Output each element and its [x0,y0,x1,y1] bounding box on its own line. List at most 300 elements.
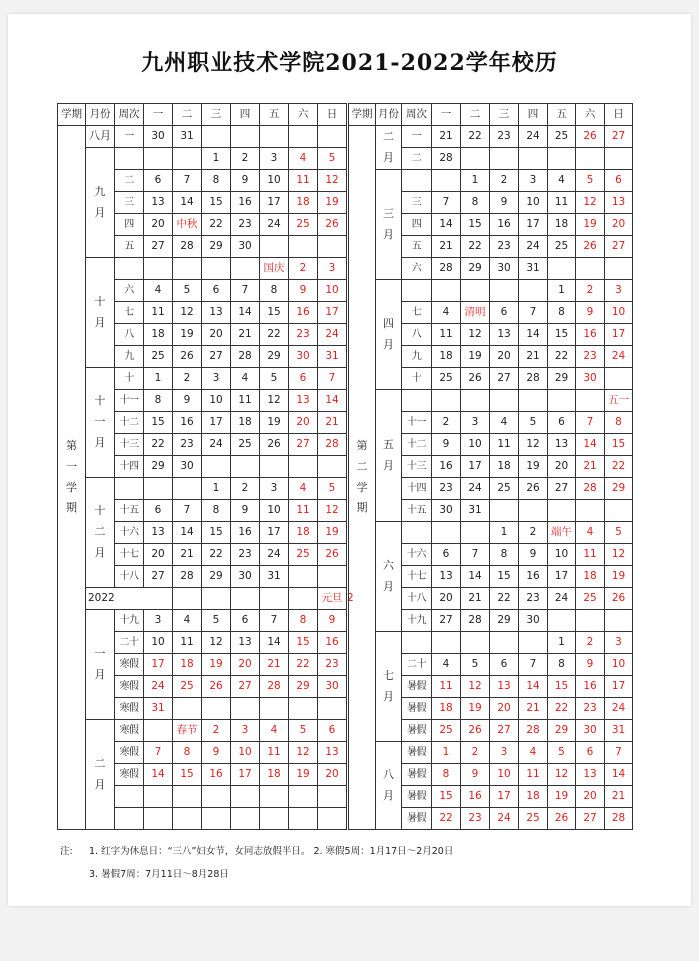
day-cell: 25 [576,588,605,610]
week-number: 十二 [115,412,144,434]
day-cell: 4 [231,368,260,390]
day-cell: 五一 [605,390,633,412]
day-cell: 12 [289,742,318,764]
day-cell: 16 [490,214,519,236]
day-cell: 25 [432,720,461,742]
day-cell: 15 [432,786,461,808]
week-number: 十六 [115,522,144,544]
day-cell [289,698,318,720]
day-cell: 10 [461,434,490,456]
week-number: 十一 [115,390,144,412]
day-cell: 31 [318,346,347,368]
day-cell: 17 [231,764,260,786]
day-cell: 12 [461,324,490,346]
day-cell: 18 [432,698,461,720]
day-cell: 28 [173,236,202,258]
day-cell: 15 [461,214,490,236]
day-cell: 2 [432,412,461,434]
day-cell: 27 [548,478,576,500]
day-cell: 7 [144,742,173,764]
day-cell: 17 [260,192,289,214]
day-cell [260,456,289,478]
day-cell: 18 [432,346,461,368]
day-cell: 5 [461,654,490,676]
day-cell [519,632,548,654]
day-cell: 3 [144,610,173,632]
day-cell: 22 [461,126,490,148]
month-label: 四 月 [376,280,402,390]
day-cell [289,808,318,830]
day-cell [318,786,347,808]
day-cell: 10 [490,764,519,786]
day-cell: 6 [490,302,519,324]
day-cell: 8 [432,764,461,786]
day-cell: 16 [576,324,605,346]
week-number [115,478,144,500]
month-label: 六 月 [376,522,402,632]
week-number: 十 [115,368,144,390]
day-cell: 31 [144,698,173,720]
header-cell: 一 [144,104,173,126]
week-row [58,610,347,632]
day-cell: 23 [231,544,260,566]
day-cell: 25 [289,544,318,566]
day-cell [173,808,202,830]
day-cell [519,390,548,412]
day-cell: 15 [173,764,202,786]
day-cell: 2 [461,742,490,764]
week-number: 十 [402,368,432,390]
day-cell [432,170,461,192]
day-cell: 22 [202,544,231,566]
day-cell: 13 [144,522,173,544]
day-cell: 2 [519,522,548,544]
day-cell: 29 [260,346,289,368]
week-number: 四 [402,214,432,236]
day-cell [432,280,461,302]
day-cell: 9 [202,742,231,764]
day-cell: 23 [432,478,461,500]
day-cell: 27 [144,236,173,258]
day-cell: 22 [490,588,519,610]
week-number: 十四 [402,478,432,500]
day-cell [490,390,519,412]
day-cell: 16 [289,302,318,324]
day-cell: 27 [605,126,633,148]
day-cell [173,258,202,280]
day-cell: 30 [144,126,173,148]
day-cell: 4 [519,742,548,764]
week-number: 暑假 [402,786,432,808]
day-cell: 25 [548,236,576,258]
day-cell [548,258,576,280]
day-cell [202,456,231,478]
week-number: 三 [402,192,432,214]
day-cell: 12 [260,390,289,412]
day-cell: 1 [461,170,490,192]
day-cell: 30 [318,676,347,698]
day-cell: 24 [605,698,633,720]
week-number: 暑假 [402,742,432,764]
month-label: 七 月 [376,632,402,742]
week-number: 寒假 [115,676,144,698]
day-cell: 元旦 [318,588,347,610]
day-cell [576,148,605,170]
day-cell: 7 [605,742,633,764]
day-cell: 9 [576,302,605,324]
day-cell: 5 [576,170,605,192]
day-cell: 18 [289,522,318,544]
day-cell: 6 [231,610,260,632]
day-cell: 23 [318,654,347,676]
week-number: 暑假 [402,698,432,720]
day-cell: 1 [548,280,576,302]
day-cell: 27 [576,808,605,830]
day-cell: 27 [490,368,519,390]
day-cell [260,698,289,720]
day-cell: 28 [432,258,461,280]
day-cell: 6 [202,280,231,302]
header-cell: 四 [231,104,260,126]
week-row [349,170,633,192]
day-cell: 20 [548,456,576,478]
day-cell [173,786,202,808]
day-cell: 14 [519,676,548,698]
day-cell: 6 [289,368,318,390]
day-cell: 10 [202,390,231,412]
week-number: 十四 [115,456,144,478]
day-cell: 26 [318,544,347,566]
week-number: 暑假 [402,676,432,698]
week-number: 十一 [402,412,432,434]
day-cell: 11 [490,434,519,456]
day-cell: 25 [144,346,173,368]
day-cell: 22 [461,236,490,258]
day-cell: 1 [202,478,231,500]
day-cell: 3 [461,412,490,434]
day-cell: 30 [576,368,605,390]
day-cell: 19 [605,566,633,588]
day-cell: 29 [202,236,231,258]
day-cell: 3 [260,148,289,170]
day-cell: 7 [173,170,202,192]
month-label: 五 月 [376,390,402,522]
day-cell: 24 [519,236,548,258]
day-cell [289,786,318,808]
day-cell: 28 [519,720,548,742]
day-cell: 3 [519,170,548,192]
header-cell: 五 [548,104,576,126]
day-cell: 21 [260,654,289,676]
day-cell: 23 [231,214,260,236]
day-cell: 11 [173,632,202,654]
day-cell: 27 [490,720,519,742]
day-cell: 6 [432,544,461,566]
day-cell [173,478,202,500]
day-cell: 17 [490,786,519,808]
week-number: 一 [402,126,432,148]
day-cell: 20 [144,214,173,236]
day-cell: 13 [490,324,519,346]
day-cell: 13 [231,632,260,654]
week-number: 五 [115,236,144,258]
day-cell: 26 [461,720,490,742]
day-cell: 11 [576,544,605,566]
day-cell: 8 [144,390,173,412]
day-cell: 15 [490,566,519,588]
day-cell: 15 [548,676,576,698]
day-cell [260,786,289,808]
day-cell [144,258,173,280]
day-cell [605,368,633,390]
header-cell: 二 [461,104,490,126]
day-cell [548,148,576,170]
day-cell: 1 [432,742,461,764]
day-cell: 19 [461,698,490,720]
day-cell: 17 [548,566,576,588]
week-number: 八 [115,324,144,346]
day-cell: 20 [432,588,461,610]
day-cell: 19 [289,764,318,786]
day-cell [318,808,347,830]
header-cell: 周次 [115,104,144,126]
semester-label: 第 二 学 期 [349,126,376,830]
day-cell: 21 [519,346,548,368]
day-cell: 29 [548,368,576,390]
day-cell: 20 [144,544,173,566]
day-cell: 29 [548,720,576,742]
day-cell: 13 [289,390,318,412]
week-number: 寒假 [115,654,144,676]
day-cell: 27 [144,566,173,588]
day-cell: 4 [289,148,318,170]
week-number: 十八 [402,588,432,610]
day-cell: 18 [576,566,605,588]
header-cell: 日 [605,104,633,126]
day-cell: 13 [202,302,231,324]
day-cell: 11 [289,500,318,522]
day-cell: 8 [260,280,289,302]
day-cell: 1 [548,632,576,654]
day-cell: 10 [318,280,347,302]
day-cell [461,148,490,170]
day-cell: 23 [519,588,548,610]
day-cell: 25 [548,126,576,148]
day-cell: 13 [490,676,519,698]
week-number: 八 [402,324,432,346]
day-cell [461,280,490,302]
day-cell: 2 [490,170,519,192]
day-cell [231,258,260,280]
day-cell [490,280,519,302]
day-cell [461,390,490,412]
month-label: 八月 [86,126,115,148]
day-cell: 9 [231,170,260,192]
day-cell: 10 [519,192,548,214]
week-number: 十六 [402,544,432,566]
day-cell: 14 [576,434,605,456]
day-cell: 14 [461,566,490,588]
day-cell [289,588,318,610]
week-number: 三 [115,192,144,214]
day-cell: 28 [519,368,548,390]
semester-label: 第 一 学 期 [58,126,86,830]
week-number: 七 [115,302,144,324]
day-cell: 20 [202,324,231,346]
day-cell: 4 [144,280,173,302]
day-cell: 16 [173,412,202,434]
day-cell: 22 [548,698,576,720]
header-cell: 四 [519,104,548,126]
day-cell: 中秋 [173,214,202,236]
day-cell: 26 [548,808,576,830]
header-cell: 一 [432,104,461,126]
day-cell: 14 [144,764,173,786]
day-cell: 17 [519,214,548,236]
day-cell: 8 [490,544,519,566]
day-cell: 8 [202,500,231,522]
day-cell: 10 [260,170,289,192]
day-cell: 15 [144,412,173,434]
day-cell: 28 [432,148,461,170]
week-number: 二 [115,170,144,192]
day-cell: 26 [173,346,202,368]
day-cell: 30 [173,456,202,478]
day-cell: 6 [144,170,173,192]
day-cell [231,808,260,830]
day-cell: 26 [260,434,289,456]
day-cell [490,148,519,170]
day-cell [461,632,490,654]
day-cell: 23 [576,698,605,720]
week-row [349,126,633,148]
day-cell: 5 [605,522,633,544]
month-label: 二 月 [86,720,115,830]
day-cell: 6 [144,500,173,522]
day-cell [202,698,231,720]
day-cell: 23 [576,346,605,368]
day-cell: 9 [318,610,347,632]
week-number: 九 [115,346,144,368]
day-cell [202,808,231,830]
month-label: 九 月 [86,148,115,258]
day-cell: 国庆 [260,258,289,280]
day-cell: 21 [173,544,202,566]
day-cell: 17 [260,522,289,544]
day-cell: 15 [548,324,576,346]
header-cell: 学期 [349,104,376,126]
day-cell: 7 [461,544,490,566]
day-cell: 13 [318,742,347,764]
day-cell: 26 [576,126,605,148]
day-cell: 12 [173,302,202,324]
day-cell: 7 [576,412,605,434]
day-cell [231,456,260,478]
day-cell: 4 [548,170,576,192]
month-label: 二 月 [376,126,402,170]
day-cell: 18 [548,214,576,236]
day-cell: 21 [432,236,461,258]
day-cell [576,500,605,522]
day-cell [260,236,289,258]
day-cell: 22 [144,434,173,456]
week-number [402,280,432,302]
day-cell: 11 [144,302,173,324]
day-cell: 28 [231,346,260,368]
day-cell: 22 [605,456,633,478]
day-cell [144,808,173,830]
week-number [402,390,432,412]
day-cell [605,500,633,522]
day-cell: 17 [605,676,633,698]
week-number [115,258,144,280]
day-cell: 18 [260,764,289,786]
day-cell: 2 [173,368,202,390]
day-cell: 31 [461,500,490,522]
day-cell: 24 [318,324,347,346]
day-cell: 24 [605,346,633,368]
first-semester-table [57,103,344,830]
day-cell: 11 [432,676,461,698]
day-cell: 24 [519,126,548,148]
day-cell: 30 [289,346,318,368]
day-cell [490,500,519,522]
week-number: 十三 [115,434,144,456]
day-cell: 15 [202,192,231,214]
day-cell: 16 [231,192,260,214]
day-cell [432,390,461,412]
week-row [349,522,633,544]
day-cell [289,566,318,588]
day-cell: 12 [605,544,633,566]
month-label: 十 一 月 [86,368,115,478]
day-cell: 4 [260,720,289,742]
week-number: 寒假 [115,698,144,720]
day-cell [144,148,173,170]
day-cell [173,698,202,720]
header-cell: 二 [173,104,202,126]
day-cell [519,500,548,522]
day-cell [318,456,347,478]
week-number: 六 [115,280,144,302]
day-cell: 10 [231,742,260,764]
day-cell: 14 [519,324,548,346]
day-cell: 23 [173,434,202,456]
day-cell: 24 [260,214,289,236]
day-cell: 30 [432,500,461,522]
header-cell: 六 [289,104,318,126]
day-cell: 8 [289,610,318,632]
day-cell: 25 [490,478,519,500]
day-cell: 19 [576,214,605,236]
month-label: 十 二 月 [86,478,115,588]
day-cell: 24 [144,676,173,698]
week-number: 七 [402,302,432,324]
day-cell: 30 [231,236,260,258]
day-cell: 9 [576,654,605,676]
day-cell: 20 [490,346,519,368]
day-cell: 8 [173,742,202,764]
day-cell: 24 [260,544,289,566]
week-number: 四 [115,214,144,236]
day-cell: 5 [173,280,202,302]
week-number [402,522,432,544]
day-cell: 19 [260,412,289,434]
day-cell: 11 [231,390,260,412]
week-number: 十九 [402,610,432,632]
day-cell: 25 [519,808,548,830]
week-number [115,808,144,830]
